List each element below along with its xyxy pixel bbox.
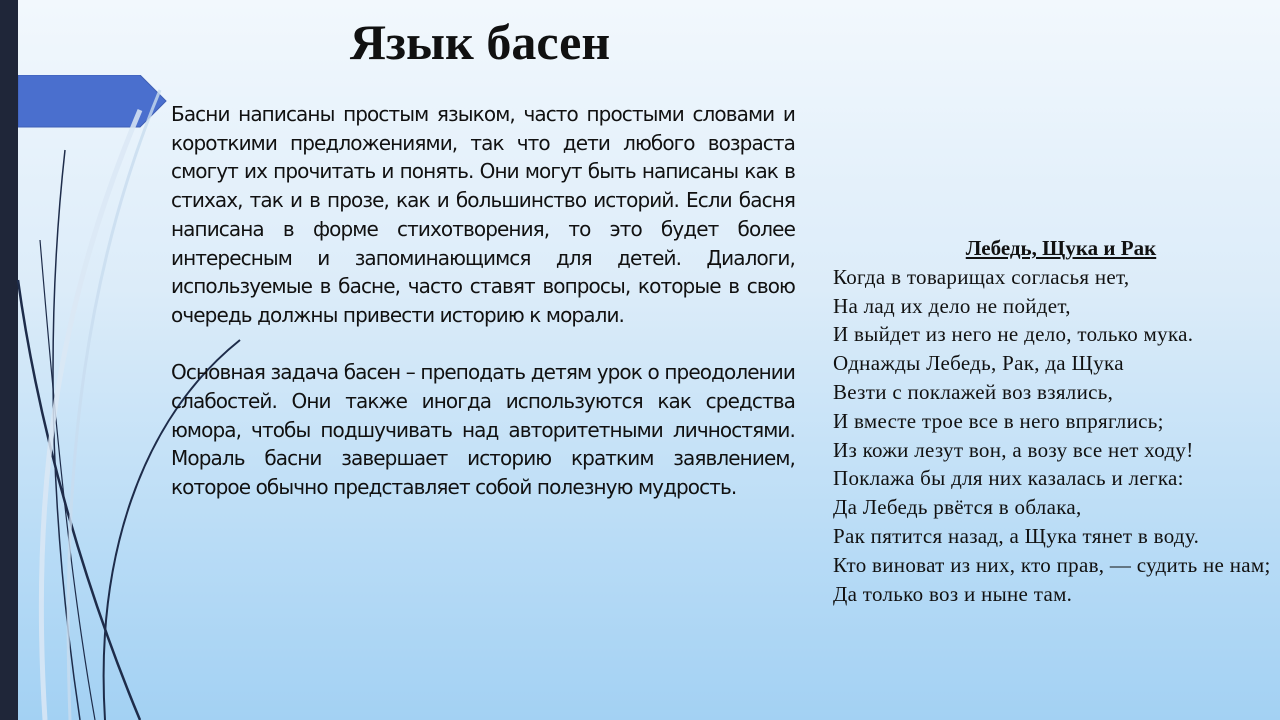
poem-line: На лад их дело не пойдет,	[833, 293, 1071, 318]
poem-block	[833, 234, 1273, 608]
poem-line: Да Лебедь рвётся в облака,	[833, 495, 1082, 520]
poem-line: Да только воз и ныне там.	[833, 581, 1073, 606]
poem-title: Лебедь, Щука и Рак	[965, 236, 1157, 260]
poem-line: Везти с поклажей воз взялись,	[833, 379, 1114, 404]
decor-curve-1	[18, 280, 140, 720]
poem-line: Когда в товарищах согласья нет,	[833, 264, 1130, 289]
paragraph-2: Основная задача басен – преподать детям урок о преодолении слабостей. Они также иногда используются как средства юмора, чтобы подшучивать над авторитетными личностями. Мораль басни завершает историю кратким заявлением, которое обычно представляет собой полезную мудрость.	[171, 360, 795, 500]
poem-line: Из кожи лезут вон, а возу все нет ходу!	[833, 437, 1194, 462]
poem-line: Рак пятится назад, а Щука тянет в воду.	[833, 523, 1200, 548]
decor-curve-6	[68, 90, 160, 720]
decor-curve-5	[41, 110, 140, 720]
poem-line: Поклажа бы для них казалась и легка:	[833, 466, 1184, 491]
poem-line: Однажды Лебедь, Рак, да Щука	[833, 351, 1124, 376]
poem-line: И вместе трое все в него впряглись;	[833, 408, 1164, 433]
poem-line: И выйдет из него не дело, только мука.	[833, 322, 1194, 347]
paragraph-1: Басни написаны простым языком, часто простыми словами и короткими предложениями, так что дети любого возраста смогут их прочитать и понять. Они могут быть написаны как в стихах, так и в прозе, как и большинство историй. Если басня написана в форме стихотворения, то это будет более интересным и запоминающимся для детей. Диалоги, используемые в басне, часто ставят вопросы, которые в свою очередь должны привести историю к морали.	[171, 102, 795, 327]
poem-line: Кто виноват из них, кто прав, — судить не нам;	[833, 552, 1271, 577]
page-title: Язык басен	[349, 14, 611, 70]
body-text	[171, 100, 795, 502]
